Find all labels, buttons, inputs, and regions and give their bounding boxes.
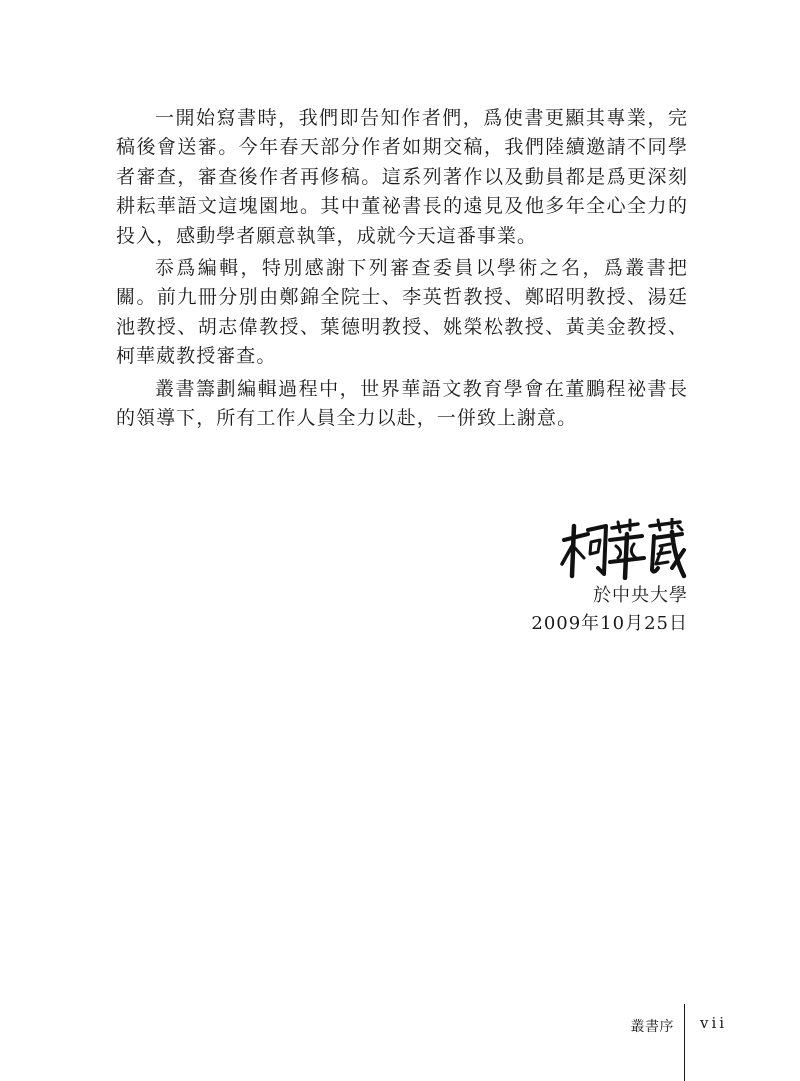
paragraph-3: 叢書籌劃編輯過程中，世界華語文教育學會在董鵬程祕書長的領導下，所有工作人員全力以赴，一併致上謝意。 [116, 377, 688, 430]
handwritten-signature [558, 518, 688, 580]
signature-block [531, 518, 688, 638]
signature-place: 於中央大學 [593, 585, 688, 606]
paragraph-2: 忝爲編輯，特別感謝下列審查委員以學術之名，爲叢書把關。前九冊分別由鄭錦全院士、李英哲教授、鄭昭明教授、湯廷池教授、胡志偉教授、葉德明教授、姚榮松教授、黃美金教授、柯華葳教授審查。 [116, 257, 688, 368]
footer-section-title: 叢書序 [630, 1019, 674, 1035]
page-number: vii [700, 1014, 728, 1032]
paragraph-1: 一開始寫書時，我們即告知作者們，爲使書更顯其專業，完稿後會送審。今年春天部分作者如期交稿，我們陸續邀請不同學者審查，審查後作者再修稿。這系列著作以及動員都是爲更深刻耕耘華語文這塊園地。其中董祕書長的遠見及他多年全心全力的投入，感動學者願意執筆，成就今天這番事業。 [116, 107, 688, 247]
signature-date: 2009年10月25日 [531, 613, 688, 634]
footer-divider [684, 1004, 685, 1081]
preface-body [116, 104, 688, 433]
